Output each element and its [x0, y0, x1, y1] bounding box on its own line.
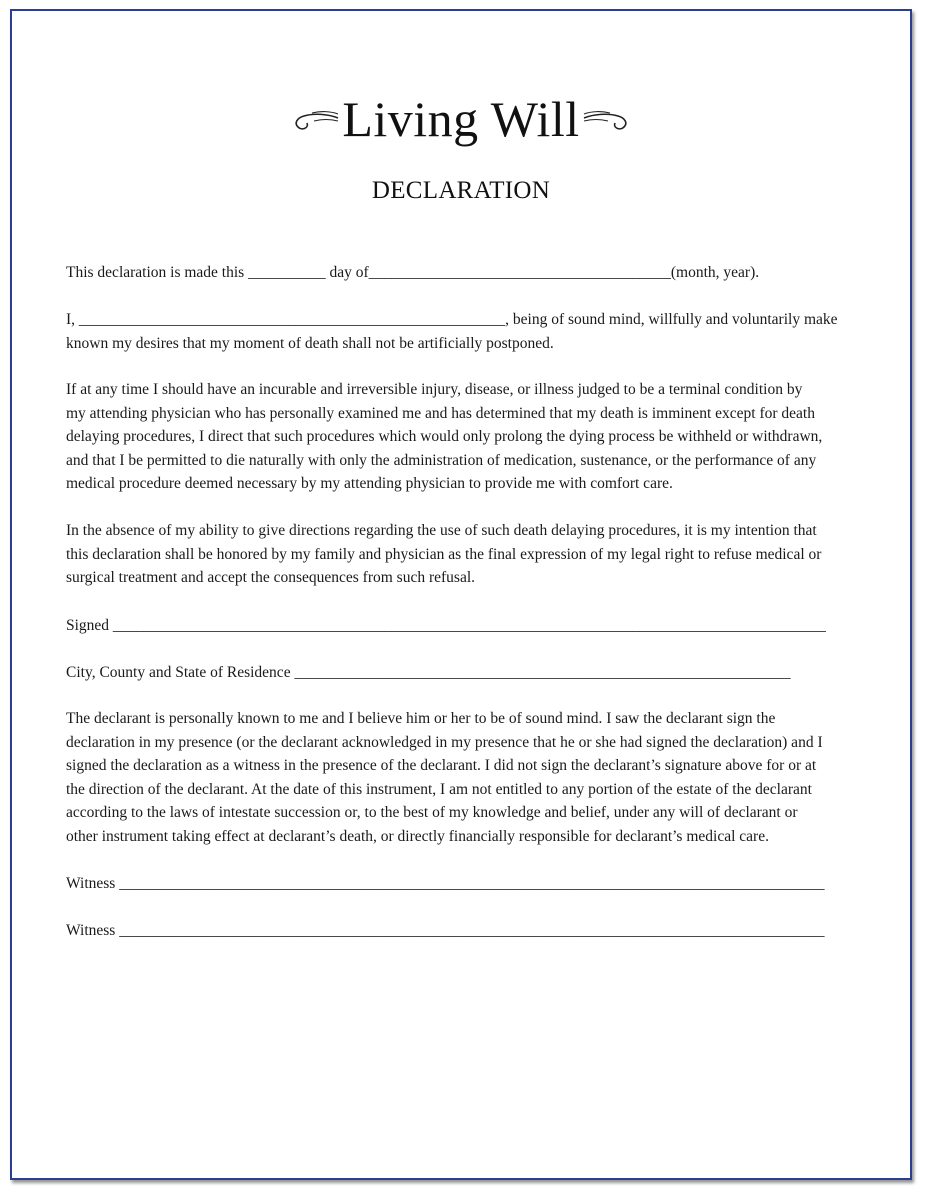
- paragraph-line: and that I be permitted to die naturally with only the administration of medication, sustenance, or the performance of any: [66, 451, 817, 469]
- left-flourish-icon: [292, 104, 340, 134]
- declarant-name-paragraph: [66, 308, 866, 355]
- paragraph-line: known my desires that my moment of death shall not be artificially postponed.: [66, 334, 554, 352]
- witness-statement-paragraph: [66, 707, 866, 848]
- right-flourish-icon: [582, 104, 630, 134]
- paragraph-line: according to the laws of intestate succession or, to the best of my knowledge and belief, under any will of declarant or: [66, 804, 798, 821]
- paragraph-line: The declarant is personally known to me and I believe him or her to be of sound mind. I saw the declarant sign the: [66, 710, 776, 727]
- paragraph-line[interactable]: I, _______________________________________________________, being of sound mind, willfully and voluntarily make: [66, 311, 838, 328]
- paragraph-line: this declaration shall be honored by my family and physician as the final expression of my legal right to refuse medical or: [66, 545, 822, 563]
- witness-1-field[interactable]: Witness ___________________________________________________________________________________________: [66, 875, 825, 892]
- document-page: [10, 9, 912, 1180]
- paragraph-line: If at any time I should have an incurable and irreversible injury, disease, or illness judged to be a terminal condition by: [66, 381, 803, 398]
- paragraph-line: signed the declaration as a witness in the presence of the declarant. I did not sign the declarant’s signature above for or at: [66, 757, 817, 774]
- paragraph-line: declaration in my presence (or the declarant acknowledged in my presence that he or she had signed the declaration) and I: [66, 733, 823, 751]
- document-title: Living Will: [342, 91, 580, 147]
- residence-field[interactable]: City, County and State of Residence ________________________________________________________________: [66, 664, 791, 681]
- paragraph-line: In the absence of my ability to give directions regarding the use of such death delaying procedures, it is my intention that: [66, 522, 817, 539]
- title-block: [12, 91, 910, 147]
- absence-of-ability-paragraph: [66, 519, 866, 590]
- paragraph-line: surgical treatment and accept the consequences from such refusal.: [66, 569, 476, 586]
- signed-field[interactable]: Signed ____________________________________________________________________________________________: [66, 617, 826, 634]
- declaration-date-field[interactable]: This declaration is made this __________ day of_______________________________________(month, year).: [66, 264, 760, 281]
- terminal-condition-paragraph: [66, 378, 866, 496]
- paragraph-line: the direction of the declarant. At the date of this instrument, I am not entitled to any portion of the estate of the declarant: [66, 780, 812, 798]
- paragraph-line: my attending physician who has personally examined me and has determined that my death is imminent except for death: [66, 404, 815, 422]
- paragraph-line: delaying procedures, I direct that such procedures which would only prolong the dying process be withheld or withdrawn,: [66, 428, 823, 445]
- paragraph-line: other instrument taking effect at declarant’s death, or directly financially responsible for declarant’s medical care.: [66, 827, 769, 845]
- document-subtitle: DECLARATION: [371, 177, 551, 204]
- witness-2-field[interactable]: Witness ___________________________________________________________________________________________: [66, 922, 825, 939]
- paragraph-line: medical procedure deemed necessary by my attending physician to provide me with comfort care.: [66, 475, 673, 492]
